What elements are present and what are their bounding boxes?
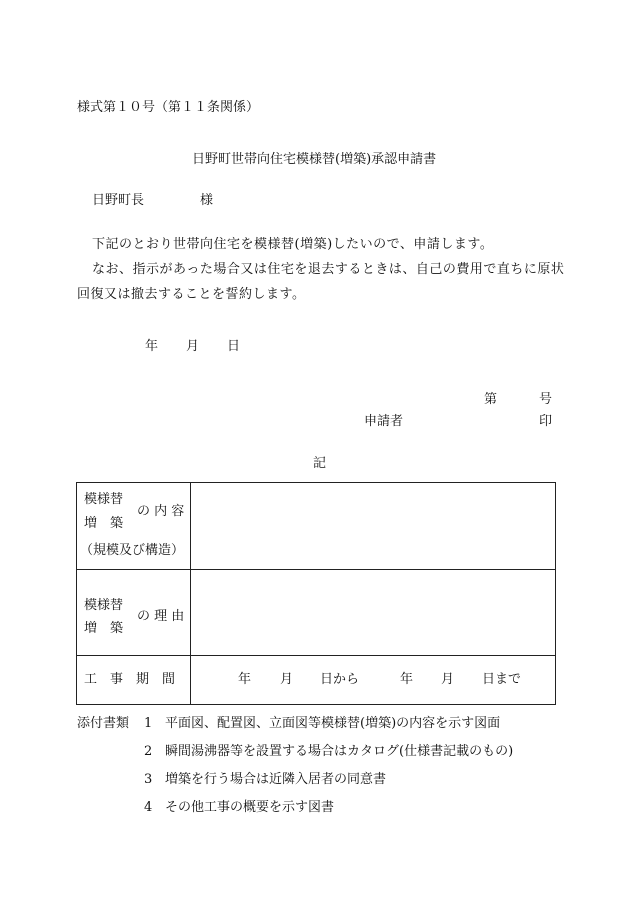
table-row-period — [77, 656, 556, 705]
period-end-year: 年 — [400, 672, 414, 687]
attachments-label: 添付書類 — [77, 716, 130, 731]
number-prefix: 第 — [484, 392, 498, 407]
attachment-text: 瞬間湯沸器等を設置する場合はカタログ(仕様書記載のもの) — [165, 744, 514, 759]
addressee-name: 日野町長 — [92, 193, 145, 208]
attachment-number: 2 — [144, 744, 153, 759]
content-label-note: （規模及び構造） — [80, 543, 185, 558]
document-title: 日野町世帯向住宅模様替(増築)承認申請書 — [192, 152, 437, 167]
addressee-honorific: 様 — [200, 193, 214, 208]
reason-label-cell — [77, 570, 191, 656]
period-start-day: 日から — [320, 672, 360, 687]
period-end-day: 日まで — [482, 672, 522, 687]
attachment-number: 3 — [144, 772, 153, 787]
content-label-cell — [77, 483, 191, 570]
body-line-2: なお、指示があった場合又は住宅を退去するときは、自己の費用で直ちに原状 — [92, 262, 565, 277]
application-table — [76, 482, 556, 705]
attachment-text: その他工事の概要を示す図書 — [165, 800, 335, 815]
table-row-content — [77, 483, 556, 570]
applicant-label: 申請者 — [364, 414, 404, 429]
reason-label-middle: の 理 由 — [137, 609, 185, 624]
number-suffix: 号 — [539, 392, 553, 407]
date-day: 日 — [227, 339, 241, 354]
attachment-number: 4 — [144, 800, 153, 815]
content-input-cell[interactable] — [191, 483, 556, 570]
body-line-1: 下記のとおり世帯向住宅を模様替(増築)したいので、申請します。 — [92, 237, 494, 252]
date-month: 月 — [186, 339, 200, 354]
seal-mark: 印 — [539, 414, 553, 429]
table-row-reason — [77, 570, 556, 656]
ki-heading: 記 — [313, 456, 327, 471]
date-year: 年 — [145, 339, 159, 354]
period-label: 工 事 期 間 — [84, 672, 176, 687]
attachment-text: 平面図、配置図、立面図等模様替(増築)の内容を示す図面 — [165, 716, 501, 731]
reason-label-top: 模様替 — [84, 598, 124, 613]
period-label-cell — [77, 656, 191, 705]
reason-input-cell[interactable] — [191, 570, 556, 656]
content-label-bottom: 増 築 — [84, 516, 124, 531]
content-label-middle: の 内 容 — [137, 504, 185, 519]
reason-label-bottom: 増 築 — [84, 621, 124, 636]
period-start-year: 年 — [238, 672, 252, 687]
period-start-month: 月 — [280, 672, 294, 687]
body-line-3: 回復又は撤去することを誓約します。 — [77, 287, 306, 302]
form-number: 様式第１０号（第１１条関係） — [77, 100, 260, 115]
period-input-cell[interactable] — [191, 656, 556, 705]
attachment-text: 増築を行う場合は近隣入居者の同意書 — [165, 772, 387, 787]
content-label-top: 模様替 — [84, 492, 124, 507]
period-end-month: 月 — [441, 672, 455, 687]
attachment-number: 1 — [144, 716, 153, 731]
